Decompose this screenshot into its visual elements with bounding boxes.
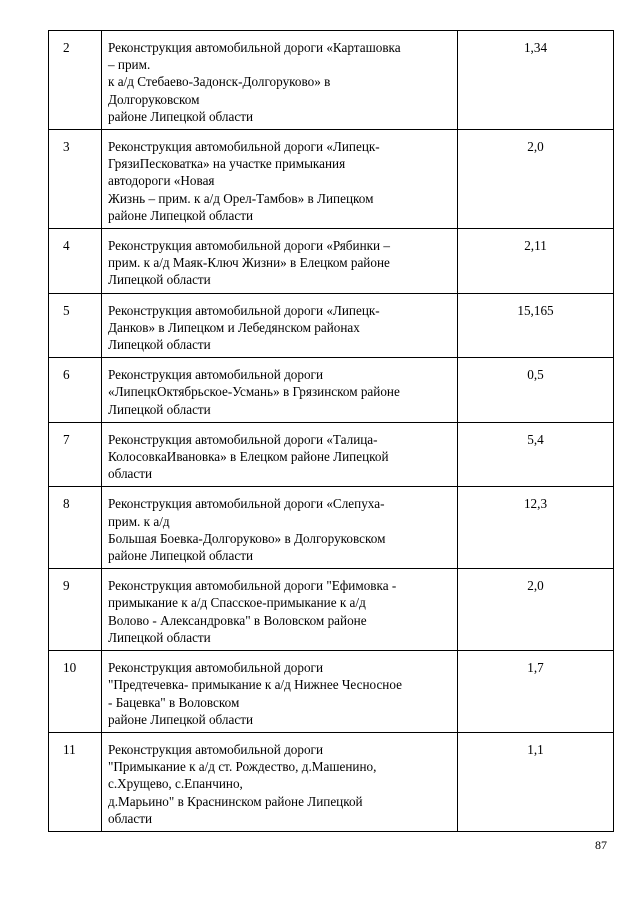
length-value: 1,34 (458, 31, 614, 130)
row-number: 8 (49, 487, 102, 569)
length-value: 0,5 (458, 358, 614, 423)
road-name-line: Реконструкция автомобильной дороги «Талица- (108, 431, 378, 447)
road-name-line: "Предтечевка- примыкание к а/д Нижнее Чесносное (108, 677, 402, 693)
table-body (49, 31, 614, 832)
road-name-line: ГрязиПесковатка» на участке примыкания (108, 156, 346, 172)
table-row (49, 651, 614, 733)
length-value: 2,0 (458, 130, 614, 229)
road-name-line: Липецкой области (108, 629, 211, 645)
road-name-line: прим. к а/д (108, 513, 170, 529)
road-name-line: Волово - Александровка" в Воловском районе (108, 612, 367, 628)
road-name-line: районе Липецкой области (108, 711, 254, 727)
length-value: 1,1 (458, 732, 614, 831)
table-row (49, 487, 614, 569)
road-name-line: «ЛипецкОктябрьское-Усмань» в Грязинском районе (108, 384, 400, 400)
length-value: 15,165 (458, 293, 614, 358)
row-number: 4 (49, 229, 102, 294)
road-name-line: Реконструкция автомобильной дороги "Ефимовка - (108, 578, 397, 594)
road-name-line: Реконструкция автомобильной дороги (108, 660, 324, 676)
road-name-cell (102, 732, 458, 831)
road-name-line: КолосовкаИвановка» в Елецком районе Липецкой (108, 449, 389, 465)
row-number: 7 (49, 422, 102, 487)
road-name-line: Липецкой области (108, 401, 211, 417)
road-name-line: Реконструкция автомобильной дороги «Рябинки – (108, 238, 390, 254)
road-name-line: к а/д Стебаево-Задонск-Долгоруково» в (108, 74, 331, 90)
length-value: 2,11 (458, 229, 614, 294)
row-number: 10 (49, 651, 102, 733)
road-name-cell (102, 358, 458, 423)
road-name-line: д.Марьино" в Краснинском районе Липецкой (108, 793, 363, 809)
road-name-line: с.Хрущево, с.Епанчино, (108, 776, 243, 792)
road-name-line: Реконструкция автомобильной дороги (108, 367, 324, 383)
table-row (49, 422, 614, 487)
road-name-line: "Примыкание к а/д ст. Рождество, д.Машенино, (108, 759, 377, 775)
row-number: 9 (49, 569, 102, 651)
table-row (49, 31, 614, 130)
road-name-line: прим. к а/д Маяк-Ключ Жизни» в Елецком районе (108, 255, 390, 271)
road-name-cell (102, 487, 458, 569)
road-name-line: Реконструкция автомобильной дороги (108, 741, 324, 757)
row-number: 3 (49, 130, 102, 229)
road-name-line: Долгоруковском (108, 91, 200, 107)
table-row (49, 569, 614, 651)
length-value: 12,3 (458, 487, 614, 569)
table-row (49, 732, 614, 831)
road-name-line: автодороги «Новая (108, 173, 215, 189)
road-name-line: Липецкой области (108, 337, 211, 353)
road-name-line: области (108, 466, 153, 482)
road-name-cell (102, 422, 458, 487)
road-name-line: области (108, 810, 153, 826)
row-number: 6 (49, 358, 102, 423)
road-name-cell (102, 651, 458, 733)
road-name-line: Данков» в Липецком и Лебедянском районах (108, 319, 360, 335)
road-name-line: Жизнь – прим. к а/д Орел-Тамбов» в Липецком (108, 190, 374, 206)
road-name-line: Липецкой области (108, 272, 211, 288)
road-name-line: примыкание к а/д Спасское-примыкание к а/д (108, 595, 366, 611)
length-value: 1,7 (458, 651, 614, 733)
road-name-cell (102, 229, 458, 294)
road-name-line: районе Липецкой области (108, 207, 254, 223)
road-reconstruction-table (48, 30, 614, 832)
road-name-line: районе Липецкой области (108, 108, 254, 124)
page-number: 87 (595, 838, 607, 852)
table-row (49, 130, 614, 229)
table-row (49, 293, 614, 358)
table-row (49, 358, 614, 423)
road-name-line: районе Липецкой области (108, 548, 254, 564)
road-name-line: Реконструкция автомобильной дороги «Слепуха- (108, 496, 385, 512)
road-name-line: - Бацевка" в Воловском (108, 694, 240, 710)
road-name-line: Реконструкция автомобильной дороги «Липецк- (108, 139, 380, 155)
row-number: 2 (49, 31, 102, 130)
row-number: 11 (49, 732, 102, 831)
length-value: 2,0 (458, 569, 614, 651)
road-name-cell (102, 293, 458, 358)
road-name-line: Большая Боевка-Долгоруково» в Долгоруковском (108, 530, 386, 546)
road-name-cell (102, 31, 458, 130)
road-name-cell (102, 130, 458, 229)
road-name-line: – прим. (108, 57, 151, 73)
table-row (49, 229, 614, 294)
road-name-cell (102, 569, 458, 651)
road-name-line: Реконструкция автомобильной дороги «Карташовка (108, 40, 401, 55)
row-number: 5 (49, 293, 102, 358)
length-value: 5,4 (458, 422, 614, 487)
road-name-line: Реконструкция автомобильной дороги «Липецк- (108, 302, 380, 318)
